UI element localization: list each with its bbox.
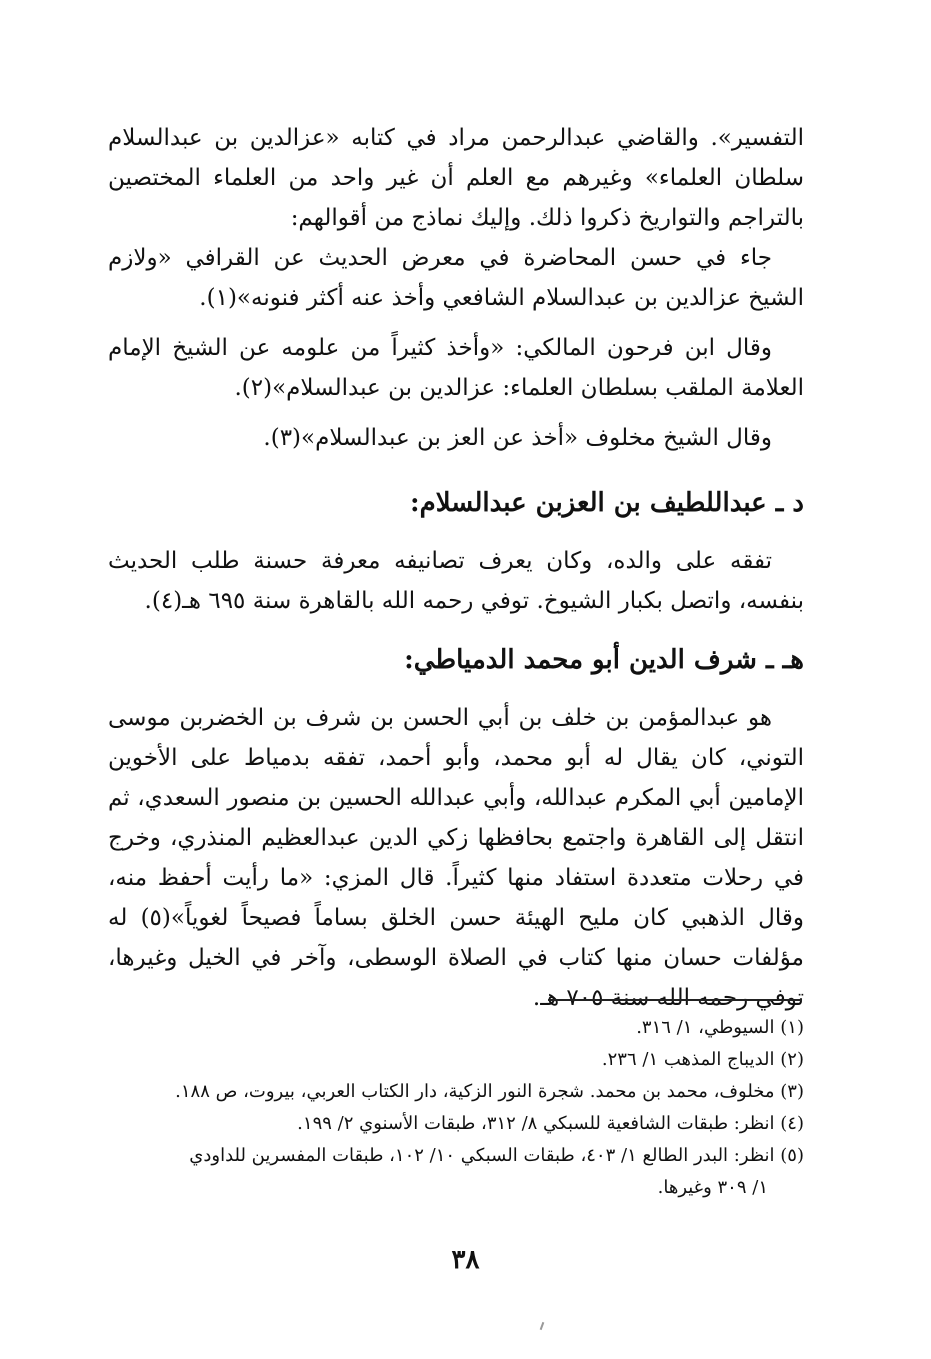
paragraph-makhluf: وقال الشيخ مخلوف «أخذ عن العز بن عبدالسلام»(٣). <box>263 425 772 451</box>
footnote-2: (٢) الديباج المذهب ١/ ٢٣٦. <box>601 1049 804 1070</box>
paragraph-intro: التفسير». والقاضي عبدالرحمن مراد في كتابه «عزالدين بن عبدالسلام سلطان العلماء» وغيرهم مع العلم أن غير واحد من العلماء المختصين بالتراجم والتواريخ ذكروا ذلك. وإليك نماذج من أقوالهم: <box>108 125 804 231</box>
footnote-4: (٤) انظر: طبقات الشافعية للسبكي ٨/ ٣١٢، طبقات الأسنوي ٢/ ١٩٩. <box>297 1113 804 1134</box>
footnote-5-continued: ١/ ٣٠٩ وغيرها. <box>657 1177 768 1198</box>
footnotes <box>108 1012 804 1204</box>
paragraph-abdullatif: تفقه على والده، وكان يعرف تصانيفه معرفة حسنة طلب الحديث بنفسه، واتصل بكبار الشيوخ. توفي رحمه الله بالقاهرة سنة ٦٩٥ هـ(٤). <box>108 548 804 614</box>
footnote-1: (١) السيوطي، ١/ ٣١٦. <box>636 1017 804 1038</box>
paragraph-husn-almuhadara: جاء في حسن المحاضرة في معرض الحديث عن القرافي «ولازم الشيخ عزالدين بن عبدالسلام الشافعي وأخذ عنه أكثر فنونه»(١). <box>108 245 804 311</box>
section-heading-dimyati: هـ ـ شرف الدين أبو محمد الدمياطي: <box>404 645 804 675</box>
section-h <box>108 640 804 1018</box>
section-heading-abdullatif: د ـ عبداللطيف بن العزبن عبدالسلام: <box>410 488 804 518</box>
paragraph-dimyati: هو عبدالمؤمن بن خلف بن أبي الحسن بن شرف بن الخضربن موسى التوني، كان يقال له أبو محمد، وأبو أحمد، تفقه بدمياط على الأخوين الإمامين أبي المكرم عبدالله، وأبي عبدالله الحسين بن منصور السعدي، ثم انتقل إلى القاهرة واجتمع بحافظها زكي الدين عبدالعظيم المنذري، وخرج في رحلات متعددة استفاد منها كثيراً. قال المزي: «ما رأيت أحفظ منه، وقال الذهبي كان مليح الهيئة حسن الخلق بساماً فصيحاً لغوياً»(٥) له مؤلفات حسان منها كتاب في الصلاة الوسطى، وآخر في الخيل وغيرها، توفي رحمه الله سنة ٧٠٥ هـ. <box>108 705 804 1011</box>
scan-mark <box>540 1322 545 1330</box>
footnote-5: (٥) انظر: البدر الطالع ١/ ٤٠٣، طبقات السبكي ١٠/ ١٠٢، طبقات المفسرين للداودي <box>189 1145 804 1166</box>
section-d <box>108 483 804 621</box>
footnote-3: (٣) مخلوف، محمد بن محمد. شجرة النور الزكية، دار الكتاب العربي، بيروت، ص ١٨٨. <box>175 1081 804 1102</box>
main-text-top <box>108 118 804 458</box>
footnote-separator <box>548 999 802 1001</box>
page-number: ٣٨ <box>451 1245 480 1275</box>
paragraph-ibn-farhun: وقال ابن فرحون المالكي: «وأخذ كثيراً من علومه عن الشيخ الإمام العلامة الملقب بسلطان العلماء: عزالدين بن عبدالسلام»(٢). <box>108 335 804 401</box>
